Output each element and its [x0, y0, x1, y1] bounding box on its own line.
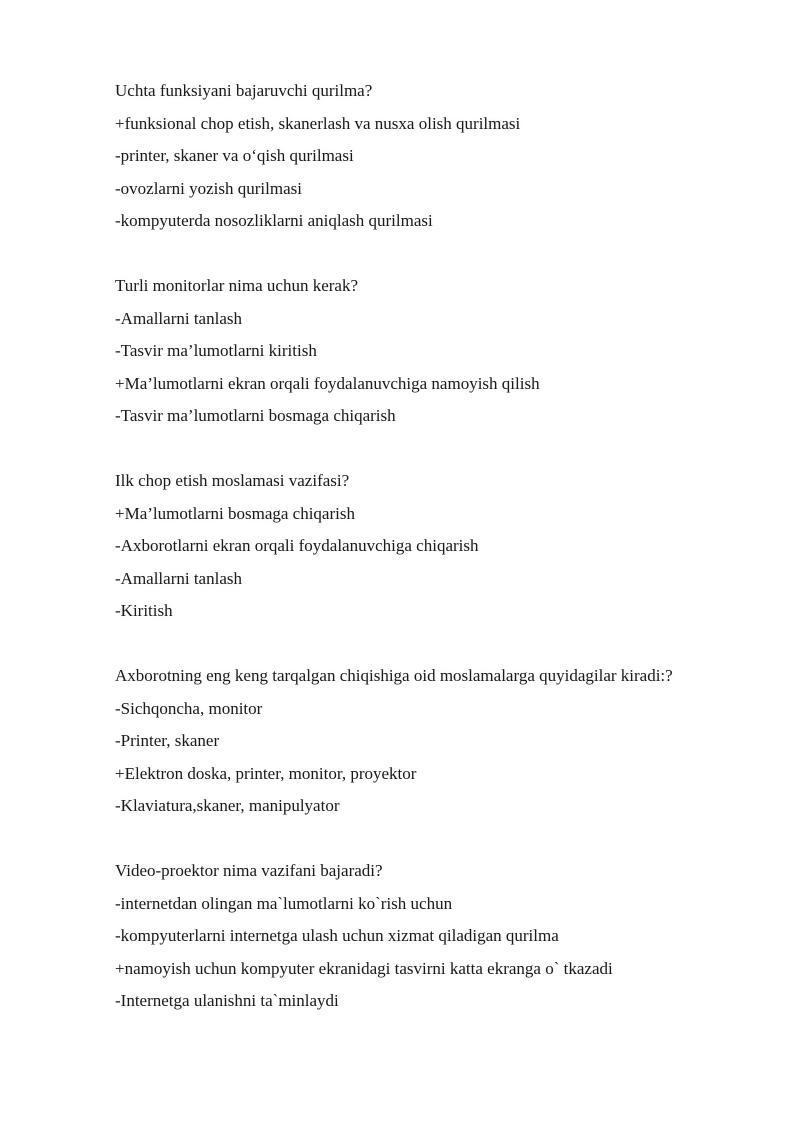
- answer-option: -Axborotlarni ekran orqali foydalanuvchiga chiqarish: [115, 536, 479, 555]
- question-block-5: [115, 855, 775, 1018]
- answer-option: -Amallarni tanlash: [115, 308, 242, 328]
- question-block-2: [115, 270, 775, 433]
- answer-option: -Amallarni tanlash: [115, 568, 242, 588]
- answer-option: -kompyuterda nosozliklarni aniqlash qurilmasi: [115, 211, 433, 230]
- answer-option: -Tasvir ma’lumotlarni kiritish: [115, 341, 317, 360]
- answer-option: +funksional chop etish, skanerlash va nusxa olish qurilmasi: [115, 113, 521, 133]
- answer-option: +namoyish uchun kompyuter ekranidagi tasvirni katta ekranga o` tkazadi: [115, 958, 613, 978]
- question-text: Axborotning eng keng tarqalgan chiqishiga oid moslamalarga quyidagilar kiradi:?: [115, 666, 673, 685]
- question-text: Ilk chop etish moslamasi vazifasi?: [115, 471, 350, 490]
- answer-option: -Tasvir ma’lumotlarni bosmaga chiqarish: [115, 406, 396, 425]
- answer-option: -Internetga ulanishni ta`minlaydi: [115, 991, 339, 1010]
- question-block-3: [115, 465, 775, 628]
- answer-option: +Elektron doska, printer, monitor, proyektor: [115, 763, 417, 783]
- question-text: Turli monitorlar nima uchun kerak?: [115, 276, 358, 295]
- answer-option: -Printer, skaner: [115, 731, 220, 750]
- answer-option: -ovozlarni yozish qurilmasi: [115, 178, 302, 198]
- question-block-4: [115, 660, 775, 823]
- answer-option: +Ma’lumotlarni ekran orqali foydalanuvchiga namoyish qilish: [115, 373, 540, 393]
- answer-option: +Ma’lumotlarni bosmaga chiqarish: [115, 503, 355, 523]
- answer-option: -Klaviatura,skaner, manipulyator: [115, 796, 340, 815]
- answer-option: -Sichqoncha, monitor: [115, 698, 263, 718]
- document-body: [115, 75, 775, 1050]
- answer-option: -kompyuterlarni internetga ulash uchun xizmat qiladigan qurilma: [115, 926, 559, 945]
- question-text: Video-proektor nima vazifani bajaradi?: [115, 861, 383, 880]
- answer-option: -Kiritish: [115, 601, 173, 620]
- question-text: Uchta funksiyani bajaruvchi qurilma?: [115, 81, 373, 100]
- answer-option: -printer, skaner va o‘qish qurilmasi: [115, 146, 354, 165]
- answer-option: -internetdan olingan ma`lumotlarni ko`rish uchun: [115, 893, 453, 913]
- question-block-1: [115, 75, 775, 238]
